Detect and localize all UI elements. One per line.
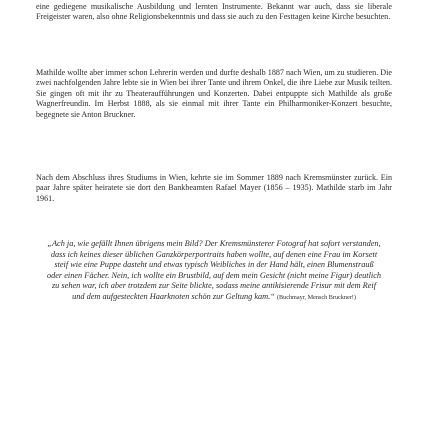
paragraph-return-kremsmuenster: Nach dem Abschluss ihres Studiums in Wien, kehrte sie im Sommer 1889 nach Kremsmünster zurück. Ein paar Jahre später heiratete sie dort den Bankbeamten Rafael Mayer (1856 – 1935). Mathilde starb im Jahr 1961.: [36, 173, 392, 203]
document-page: [36, 0, 392, 431]
paragraph-vienna-studies: Mathilde wollte aber immer schon Lehrerin werden und durfte deshalb 1887 nach Wien, um zu studieren. Die zwei nachfolgenden Jahre lebte sie in Wien bei ihrer Tante und ihrem Onkel, die ihre Liebe zur Musik teilten. Sie gingen oft mit ihr zu Theateraufführungen und Konzerten. Dabei entpuppte sich Mathilde als große Wagnerfreundin. Im Herbst 1888, als sie einmal mit ihrer Tante ein Philharmoniker-Konzert besuchte, begegnete sie Anton Bruckner.: [36, 68, 392, 119]
quote-text: „Ach ja, wie gefällt Ihnen übrigens mein Bild? Der Kremsmünsterer Fotograf hat sofort verstanden, dass ich keines dieser üblichen Ganzkörperportraits haben wollte, auf denen eine Frau im Korsett steif wie eine Puppe dasteht und etwas typisch Weibliches in der Hand hält, einen Blumenstrauß oder einen Fächer. Nein, ich wollte ein Brustbild, auf dem mein Gesicht (nicht meine Figur) deutlich zu sehen war, ich aber trotzdem zur Seite blickte, sodass meine antikisierende Frisur mit dem Reif und dem aufgesteckten Haarknoten schön zur Geltung kam.“: [46, 239, 382, 301]
quote-source: (Buchmayr, Mensch Bruckner!): [276, 293, 356, 301]
quote-block: [46, 239, 382, 304]
paragraph-music-education: eine gediegene musikalische Ausbildung und lernten Instrumente. Bekannt war auch, dass sie liberale Freigeister waren, also ohne Religionsbekenntnis und dass sie auch zu den Festtagen keine Kirche besuchten.: [36, 2, 392, 22]
